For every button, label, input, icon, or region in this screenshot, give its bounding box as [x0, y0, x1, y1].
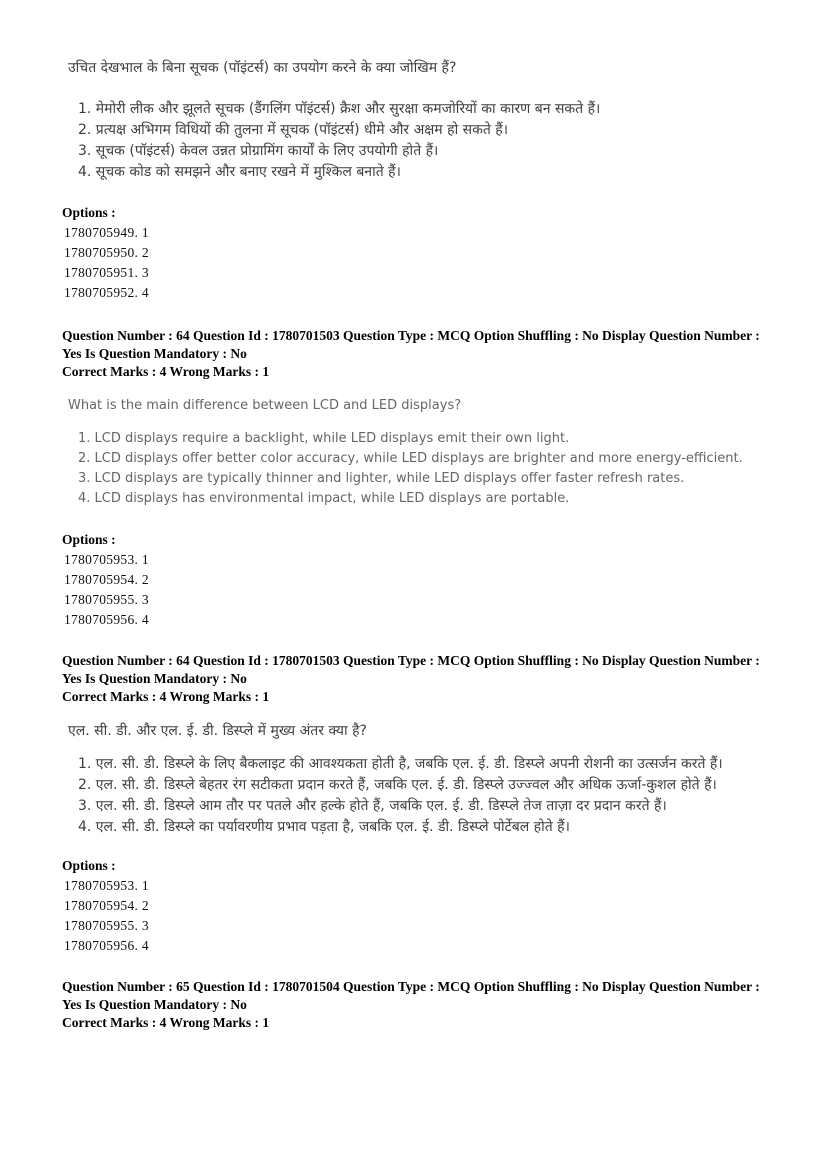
choice-line: 1. एल. सी. डी. डिस्प्ले के लिए बैकलाइट की आवश्यकता होती है, जबकि एल. ई. डी. डिस्प्ले अपनी रोशनी का उत्सर्जन करते हैं।: [78, 756, 723, 772]
option-id-line: 1780705955. 3: [64, 592, 149, 607]
question-stem: एल. सी. डी. और एल. ई. डी. डिस्प्ले में मुख्य अंतर क्या है?: [68, 723, 367, 739]
question-meta: [62, 327, 778, 381]
options-label: Options :: [62, 858, 116, 873]
choice-line: 1. मेमोरी लीक और झूलते सूचक (डैंगलिंग पॉइंटर्स) क्रैश और सुरक्षा कमजोरियों का कारण बन सकते हैं।: [78, 101, 601, 117]
option-id-line: 1780705954. 2: [64, 572, 149, 587]
question-choices: [78, 429, 778, 509]
option-id-line: 1780705949. 1: [64, 225, 149, 240]
question-block-english-lcd-led: [62, 396, 778, 509]
question-meta: [62, 652, 778, 706]
choice-line: 4. सूचक कोड को समझने और बनाए रखने में मुश्किल बनाते हैं।: [78, 164, 401, 180]
question-marks-line: Correct Marks : 4 Wrong Marks : 1: [62, 1015, 270, 1030]
choice-line: 2. एल. सी. डी. डिस्प्ले बेहतर रंग सटीकता प्रदान करते हैं, जबकि एल. ई. डी. डिस्प्ले उज्ज्वल और अधिक ऊर्जा-कुशल होते हैं।: [78, 777, 717, 793]
option-id-line: 1780705954. 2: [64, 898, 149, 913]
question-meta-line: Question Number : 65 Question Id : 1780701504 Question Type : MCQ Option Shuffling : No Display Question Number : Yes Is Question Mandatory : No: [62, 979, 760, 1012]
options-block: [62, 856, 778, 956]
choice-line: 2. प्रत्यक्ष अभिगम विधियों की तुलना में सूचक (पॉइंटर्स) धीमे और अक्षम हो सकते हैं।: [78, 122, 509, 138]
option-id-line: 1780705955. 3: [64, 918, 149, 933]
option-id-line: 1780705950. 2: [64, 245, 149, 260]
options-label: Options :: [62, 532, 116, 547]
choice-line: 4. LCD displays has environmental impact, while LED displays are portable.: [78, 491, 570, 506]
choice-line: 4. एल. सी. डी. डिस्प्ले का पर्यावरणीय प्रभाव पड़ता है, जबकि एल. ई. डी. डिस्प्ले पोर्टेबल होते हैं।: [78, 819, 570, 835]
choice-line: 3. एल. सी. डी. डिस्प्ले आम तौर पर पतले और हल्के होते हैं, जबकि एल. ई. डी. डिस्प्ले तेज ताज़ा दर प्रदान करते हैं।: [78, 798, 667, 814]
question-choices: [78, 99, 778, 183]
question-block-hindi-pointers: [62, 58, 778, 183]
question-marks-line: Correct Marks : 4 Wrong Marks : 1: [62, 689, 270, 704]
question-meta-line: Question Number : 64 Question Id : 1780701503 Question Type : MCQ Option Shuffling : No Display Question Number : Yes Is Question Mandatory : No: [62, 328, 760, 361]
option-id-line: 1780705952. 4: [64, 285, 149, 300]
choice-line: 2. LCD displays offer better color accuracy, while LED displays are brighter and more energy-efficient.: [78, 451, 743, 466]
question-meta: [62, 978, 778, 1032]
options-block: [62, 203, 778, 303]
question-stem: उचित देखभाल के बिना सूचक (पॉइंटर्स) का उपयोग करने के क्या जोखिम हैं?: [68, 60, 457, 76]
option-id-line: 1780705956. 4: [64, 938, 149, 953]
question-meta-line: Question Number : 64 Question Id : 1780701503 Question Type : MCQ Option Shuffling : No Display Question Number : Yes Is Question Mandatory : No: [62, 653, 760, 686]
option-id-line: 1780705953. 1: [64, 552, 149, 567]
question-marks-line: Correct Marks : 4 Wrong Marks : 1: [62, 364, 270, 379]
question-stem: What is the main difference between LCD and LED displays?: [68, 398, 462, 413]
option-id-line: 1780705956. 4: [64, 612, 149, 627]
choice-line: 3. LCD displays are typically thinner and lighter, while LED displays offer faster refresh rates.: [78, 471, 685, 486]
options-label: Options :: [62, 205, 116, 220]
options-block: [62, 530, 778, 630]
question-choices: [78, 754, 778, 838]
choice-line: 1. LCD displays require a backlight, while LED displays emit their own light.: [78, 431, 570, 446]
option-id-line: 1780705951. 3: [64, 265, 149, 280]
question-block-hindi-lcd-led: [62, 721, 778, 838]
choice-line: 3. सूचक (पॉइंटर्स) केवल उन्नत प्रोग्रामिंग कार्यों के लिए उपयोगी होते हैं।: [78, 143, 439, 159]
option-id-line: 1780705953. 1: [64, 878, 149, 893]
